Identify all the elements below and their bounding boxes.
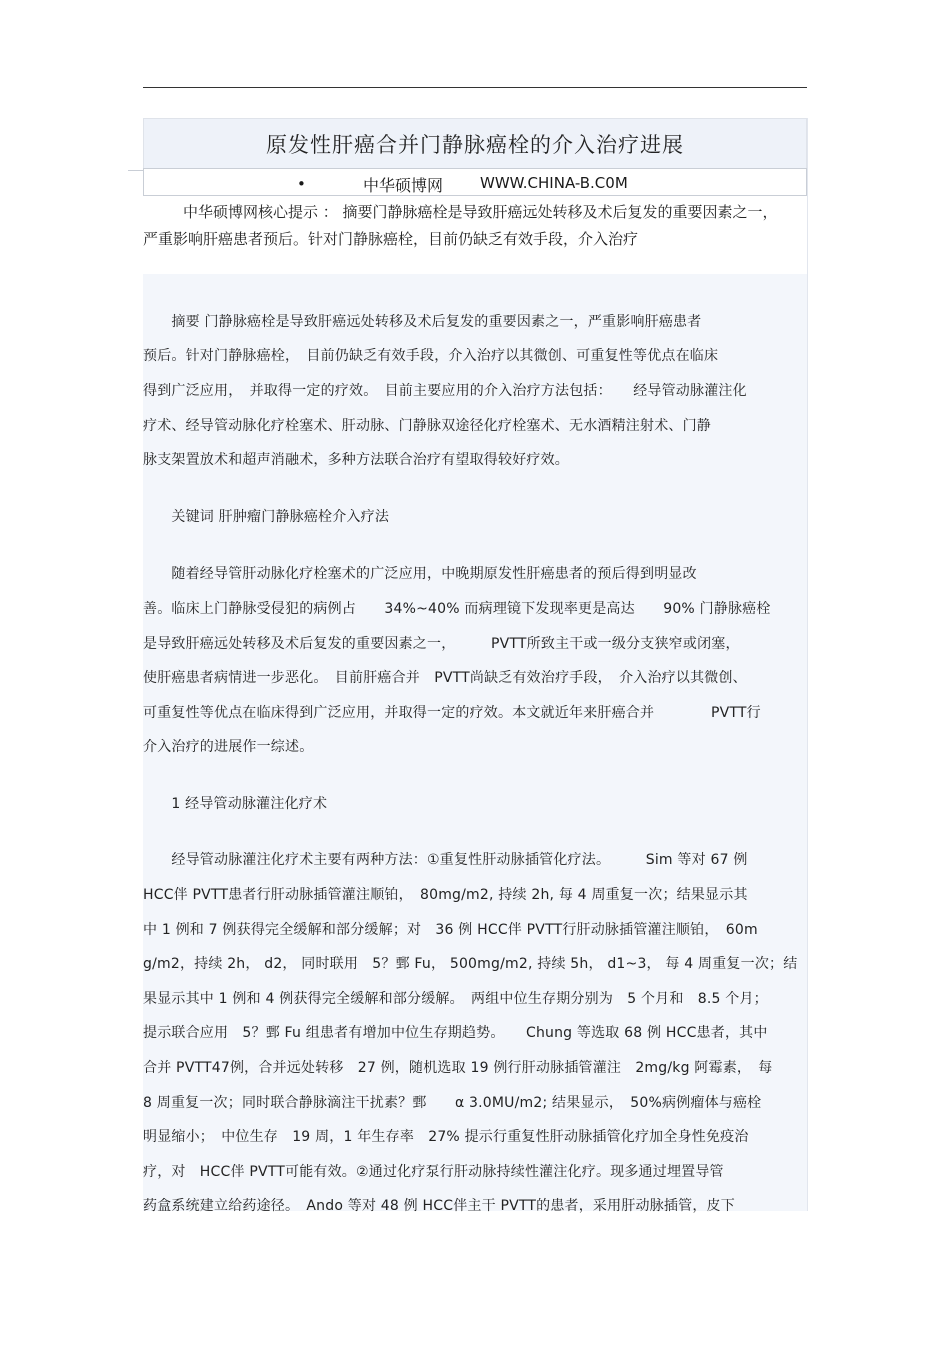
site-name: 中华硕博网 [363,176,444,195]
bullet-icon: • [297,175,306,193]
body-line: 脉支架置放术和超声消融术，多种方法联合治疗有望取得较好疗效。 [143,452,569,468]
body-line: 善。临床上门静脉受侵犯的病例占 34%~40% 而病理镜下发现率更是高达 90% 门静脉癌栓 [143,601,771,617]
title-box [143,118,807,168]
body-line: 预后。针对门静脉癌栓， 目前仍缺乏有效手段，介入治疗以其微创、可重复性等优点在临床 [143,348,719,364]
source-bar [143,168,807,196]
source-divider [128,170,144,171]
body-line: HCC伴 PVTT患者行肝动脉插管灌注顺铂， 80mg/m2, 持续 2h, 每 4 周重复一次；结果显示其 [143,887,748,903]
core-summary: 中华硕博网核心提示 ： 摘要门静脉癌栓是导致肝癌远处转移及术后复发的重要因素之一，严重影响肝癌患者预后。针对门静脉癌栓，目前仍缺乏有效手段，介入治疗 [143,203,778,248]
body-line: 使肝癌患者病情进一步恶化。 目前肝癌合并 PVTT尚缺乏有效治疗手段， 介入治疗以其微创、 [143,670,747,686]
body-line: 经导管动脉灌注化疗术主要有两种方法：①重复性肝动脉插管化疗法。 Sim 等对 67 例 [143,852,748,868]
body-line: 疗术、经导管动脉化疗栓塞术、肝动脉、门静脉双途径化疗栓塞术、无水酒精注射术、门静 [143,418,711,434]
body-line: 是导致肝癌远处转移及术后复发的重要因素之一， PVTT所致主干或一级分支狭窄或闭塞， [143,636,740,652]
site-url[interactable]: WWW.CHINA-B.C0M [480,174,628,192]
keywords-line: 关键词 肝肿瘤门静脉癌栓介入疗法 [143,509,390,525]
body-line: 得到广泛应用， 并取得一定的疗效。 目前主要应用的介入治疗方法包括： 经导管动脉灌注化 [143,383,747,399]
body-line: 8 周重复一次；同时联合静脉滴注干扰素？鄄 α 3.0MU/m2; 结果显示， 50%病例瘤体与癌栓 [143,1095,762,1111]
document-panel [143,118,808,1211]
body-line: 药盒系统建立给药途径。 Ando 等对 48 例 HCC伴主干 PVTT的患者，采用肝动脉插管，皮下 [143,1198,735,1214]
header-rule [143,87,807,88]
body-line: 明显缩小； 中位生存 19 周，1 年生存率 27% 提示行重复性肝动脉插管化疗加全身性免疫治 [143,1129,749,1145]
body-line: g/m2，持续 2h， d2， 同时联用 5？鄄 Fu， 500mg/m2, 持续 5h， d1~3， 每 4 周重复一次；结 [143,956,798,972]
summary-box [143,196,807,274]
section-heading: 1 经导管动脉灌注化疗术 [143,796,328,812]
page-title: 原发性肝癌合并门静脉癌栓的介入治疗进展 [266,133,684,157]
body-line: 果显示其中 1 例和 4 例获得完全缓解和部分缓解。 两组中位生存期分别为 5 个月和 8.5 个月； [143,991,768,1007]
body-line: 疗，对 HCC伴 PVTT可能有效。②通过化疗泵行肝动脉持续性灌注化疗。现多通过埋置导管 [143,1164,724,1180]
body-line: 摘要 门静脉癌栓是导致肝癌远处转移及术后复发的重要因素之一，严重影响肝癌患者 [143,314,702,330]
body-line: 随着经导管肝动脉化疗栓塞术的广泛应用，中晚期原发性肝癌患者的预后得到明显改 [143,566,697,582]
body-line: 可重复性等优点在临床得到广泛应用，并取得一定的疗效。本文就近年来肝癌合并 PVTT行 [143,705,761,721]
body-line: 提示联合应用 5？鄄 Fu 组患者有增加中位生存期趋势。 Chung 等选取 68 例 HCC患者，其中 [143,1025,768,1041]
body-line: 合并 PVTT47例，合并远处转移 27 例，随机选取 19 例行肝动脉插管灌注 2mg/kg 阿霉素， 每 [143,1060,773,1076]
body-line: 中 1 例和 7 例获得完全缓解和部分缓解；对 36 例 HCC伴 PVTT行肝动脉插管灌注顺铂， 60m [143,922,758,938]
body-line: 介入治疗的进展作一综述。 [143,739,314,755]
